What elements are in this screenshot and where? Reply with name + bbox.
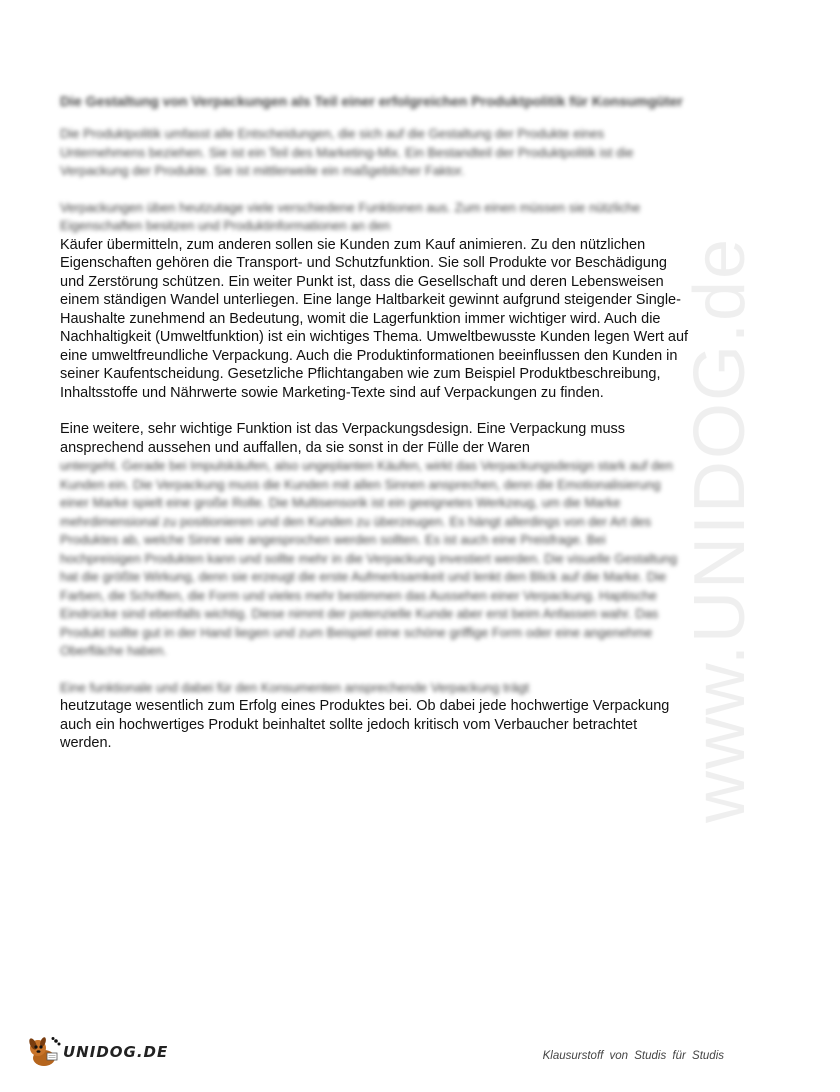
paragraph-conclusion-blurred: Eine funktionale und dabei für den Konsumenten ansprechende Verpackung trägt [60,679,530,695]
paragraph-functions-blurred: Verpackungen üben heutzutage viele verschiedene Funktionen aus. Zum einen müssen sie nützliche Eigenschaften besitzen und Produktinformationen an den [60,199,641,233]
paragraph-design: Eine weitere, sehr wichtige Funktion ist das Verpackungsdesign. Eine Verpackung muss ansprechend aussehen und auffallen, da sie sonst in der Fülle der Waren [60,421,626,456]
paragraph-conclusion: heutzutage wesentlich zum Erfolg eines Produktes bei. Ob dabei jede hochwertige Verpackung auch ein hochwertiges Produkt beinhaltet sollte jedoch kritisch vom Verbaucher betrachtet werden. [60,698,670,751]
paragraph-spacer [60,181,690,199]
document-title: Die Gestaltung von Verpackungen als Teil einer erfolgreichen Produktpolitik für Konsumgüter [60,93,683,109]
page-footer [0,1010,750,1092]
logo-text: UNIDOG.DE [63,1043,169,1061]
footer-tagline: Klausurstoff von Studis für Studis [542,1050,724,1062]
paragraph-intro: Die Produktpolitik umfasst alle Entscheidungen, die sich auf die Gestaltung der Produkte eines Unternehmens beziehen. Sie ist ein Teil des Marketing-Mix. Ein Bestandteil der Produktpolitik ist die Verpackung der Produkte. Sie ist mittlerweile ein maßgeblicher Faktor. [60,126,634,178]
dog-icon [25,1035,61,1069]
unidog-logo [25,1035,168,1069]
paragraph-spacer [60,402,690,420]
paragraph-design-blurred: untergeht. Gerade bei Impulskäufen, also ungeplanten Käufen, wirkt das Verpackungsdesign stark auf den Kunden ein. Die Verpackung muss die Kunden mit allen Sinnen ansprechen, denn die Emotionalisierung einer Marke spielt eine große Rolle. Die Multisensorik ist ein geeignetes Werkzeug, um die Marke mehrdimensional zu positionieren und den Kunden zu überzeugen. Es hängt allerdings von der Art des Produktes ab, welche Sinne wie angesprochen werden sollten. Es ist auch eine Preisfrage. Bei hochpreisigen Produkten kann und sollte mehr in die Verpackung investiert werden. Die visuelle Gestaltung hat die größte Wirkung, denn sie erzeugt die erste Aufmerksamkeit und lenkt den Blick auf die Marke. Die Farben, die Schriften, die Form und vieles mehr bestimmen das Aussehen einer Verpackung. Haptische Eindrücke sind ebenfalls wichtig. Diese nimmt der potenzielle Kunde aber erst beim Anfassen wahr. Das Produkt sollte gut in der Hand liegen und zum Beispiel eine schöne griffige Form oder eine angenehme Oberfläche haben. [60,458,678,658]
paragraph-functions: Käufer übermitteln, zum anderen sollen sie Kunden zum Kauf animieren. Zu den nützlichen Eigenschaften gehören die Transport- und Schutzfunktion. Sie soll Produkte vor Beschädigung und Zerstörung schützen. Ein weiter Punkt ist, dass die Gesellschaft und deren Lebensweisen einem ständigen Wandel unterliegen. Eine lange Haltbarkeit gewinnt aufgrund steigender Single-Haushalte zunehmend an Bedeutung, womit die Lagerfunktion immer wichtiger wird. Auch die Nachhaltigkeit (Umweltfunktion) ist ein wichtiges Thema. Umweltbewusste Kunden legen Wert auf eine umweltfreundliche Verpackung. Auch die Produktinformationen beeinflussen den Kunden in seiner Kaufentscheidung. Gesetzliche Pflichtangaben wie zum Beispiel Produktbeschreibung, Inhaltsstoffe und Nährwerte sowie Marketing-Texte sind auf Verpackungen zu finden. [60,236,689,401]
paragraph-spacer [60,661,690,679]
document-body [60,92,690,753]
watermark-text: www.UNIDOG.de [680,236,760,824]
